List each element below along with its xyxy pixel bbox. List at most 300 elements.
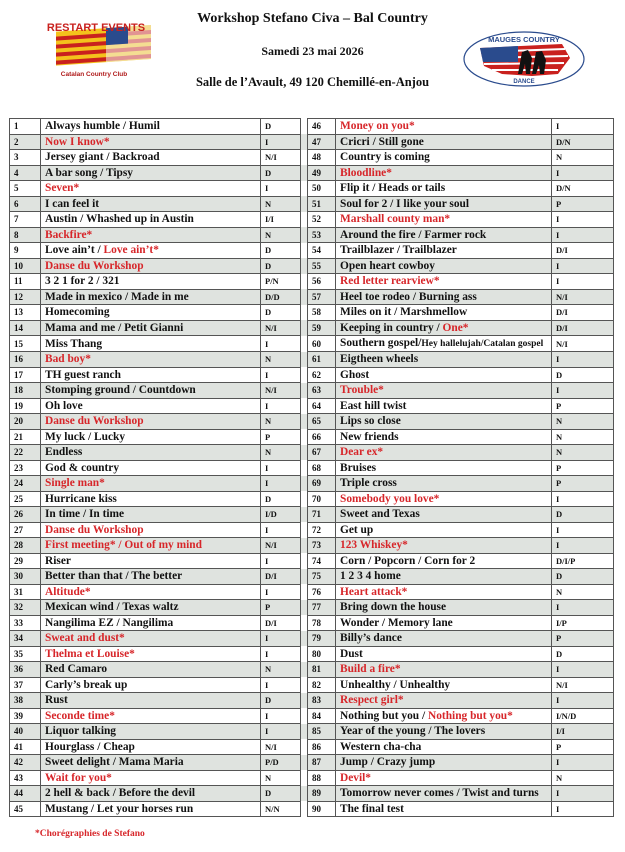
- dance-name-part: Sweat and dust*: [45, 632, 125, 645]
- dance-name: [336, 476, 552, 492]
- table-row: [10, 258, 614, 274]
- dance-level: D: [261, 258, 301, 274]
- dance-name: [336, 538, 552, 554]
- dance-level: I: [552, 600, 614, 616]
- dance-level: I: [261, 677, 301, 693]
- table-row: [10, 181, 614, 197]
- column-gap: [301, 569, 308, 585]
- dance-name-part: Unhealthy / Unhealthy: [340, 678, 451, 691]
- dance-number: 62: [308, 367, 336, 383]
- dance-name: [336, 243, 552, 259]
- dance-name: [336, 739, 552, 755]
- column-gap: [301, 770, 308, 786]
- column-gap: [301, 289, 308, 305]
- column-gap: [301, 227, 308, 243]
- dance-name-part: Build a fire*: [340, 663, 401, 676]
- dance-level: D: [552, 569, 614, 585]
- table-row: [10, 662, 614, 678]
- dance-name-part: Around the fire / Farmer rock: [340, 228, 487, 241]
- dance-number: 90: [308, 801, 336, 817]
- table-row: [10, 305, 614, 321]
- dance-name-part: Flip it / Heads or tails: [340, 182, 446, 195]
- column-gap: [301, 196, 308, 212]
- dance-level: N/I: [552, 336, 614, 352]
- table-row: [10, 289, 614, 305]
- dance-name-part: Year of the young / The lovers: [340, 725, 486, 738]
- dance-name-part: Sweet delight / Mama Maria: [45, 756, 184, 769]
- dance-name: [336, 460, 552, 476]
- dance-name: [336, 289, 552, 305]
- dance-name: [336, 693, 552, 709]
- dance-name: [336, 522, 552, 538]
- dance-level: I: [261, 631, 301, 647]
- dance-name-part: The final test: [340, 802, 404, 815]
- dance-number: 16: [10, 352, 41, 368]
- table-row: [10, 491, 614, 507]
- dance-name: [336, 724, 552, 740]
- column-gap: [301, 181, 308, 197]
- dance-name-part: Nangilima EZ / Nangilima: [45, 616, 174, 629]
- dance-level: I: [261, 476, 301, 492]
- dance-number: 43: [10, 770, 41, 786]
- dance-number: 40: [10, 724, 41, 740]
- dance-number: 27: [10, 522, 41, 538]
- dance-level: N: [261, 352, 301, 368]
- dance-level: P: [552, 196, 614, 212]
- dance-name: [41, 134, 261, 150]
- dance-number: 77: [308, 600, 336, 616]
- column-gap: [301, 460, 308, 476]
- dance-level: P/D: [261, 755, 301, 771]
- table-row: [10, 460, 614, 476]
- dance-number: 81: [308, 662, 336, 678]
- dance-name-part: Better than that / The better: [45, 570, 183, 583]
- dance-name-part: Triple cross: [340, 477, 397, 490]
- dance-name: [41, 801, 261, 817]
- column-gap: [301, 755, 308, 771]
- dance-level: P/N: [261, 274, 301, 290]
- dance-name: [41, 352, 261, 368]
- dance-name: [336, 786, 552, 802]
- table-row: [10, 243, 614, 259]
- dance-level: N: [261, 445, 301, 461]
- dance-name-part: Oh love: [45, 399, 83, 412]
- dance-name: [41, 227, 261, 243]
- dance-level: P: [261, 429, 301, 445]
- dance-level: I/N/D: [552, 708, 614, 724]
- dance-name-part: Dear ex*: [340, 446, 384, 459]
- dance-number: 89: [308, 786, 336, 802]
- dance-level: I: [552, 662, 614, 678]
- dance-level: D: [261, 305, 301, 321]
- table-row: [10, 801, 614, 817]
- svg-text:MAUGES COUNTRY: MAUGES COUNTRY: [488, 35, 560, 44]
- table-row: [10, 615, 614, 631]
- dance-number: 49: [308, 165, 336, 181]
- dance-number: 80: [308, 646, 336, 662]
- dance-number: 18: [10, 383, 41, 399]
- dance-name-part: Made in mexico / Made in me: [45, 290, 189, 303]
- dance-name-part: In time / In time: [45, 508, 125, 521]
- dance-number: 72: [308, 522, 336, 538]
- dance-number: 84: [308, 708, 336, 724]
- dance-number: 75: [308, 569, 336, 585]
- dance-name-part: Wonder / Memory lane: [340, 616, 453, 629]
- dance-name: [336, 615, 552, 631]
- dance-level: I: [261, 398, 301, 414]
- dance-number: 76: [308, 584, 336, 600]
- dance-level: N/I: [552, 677, 614, 693]
- column-gap: [301, 693, 308, 709]
- table-row: [10, 134, 614, 150]
- dance-level: D: [261, 165, 301, 181]
- column-gap: [301, 305, 308, 321]
- dance-name-part: Open heart cowboy: [340, 259, 435, 272]
- dance-name-part: Riser: [45, 554, 71, 567]
- dance-name-part: 3 2 1 for 2 / 321: [45, 275, 120, 288]
- dance-name: [41, 429, 261, 445]
- dance-level: I: [552, 227, 614, 243]
- dance-level: I: [552, 274, 614, 290]
- dance-level: D/I: [552, 320, 614, 336]
- dance-number: 33: [10, 615, 41, 631]
- dance-name-part: Austin / Whashed up in Austin: [45, 213, 194, 226]
- dance-name-part: Seconde time*: [45, 709, 115, 722]
- column-gap: [301, 119, 308, 135]
- dance-name: [41, 553, 261, 569]
- table-row: [10, 429, 614, 445]
- dance-number: 52: [308, 212, 336, 228]
- dance-name-part: Love ain’t /: [45, 244, 104, 257]
- dance-name: [41, 445, 261, 461]
- dance-name: [336, 165, 552, 181]
- dance-number: 87: [308, 755, 336, 771]
- dance-level: N: [552, 584, 614, 600]
- dance-name: [41, 677, 261, 693]
- dance-number: 54: [308, 243, 336, 259]
- dance-name: [336, 708, 552, 724]
- dance-name: [336, 336, 552, 352]
- column-gap: [301, 274, 308, 290]
- dance-level: I: [261, 646, 301, 662]
- table-row: [10, 724, 614, 740]
- dance-number: 53: [308, 227, 336, 243]
- column-gap: [301, 212, 308, 228]
- table-row: [10, 212, 614, 228]
- dance-name: [41, 770, 261, 786]
- dance-name-part: Mexican wind / Texas waltz: [45, 601, 179, 614]
- dance-level: D: [552, 507, 614, 523]
- dance-number: 47: [308, 134, 336, 150]
- column-gap: [301, 429, 308, 445]
- dance-level: I: [552, 693, 614, 709]
- dance-name: [41, 414, 261, 430]
- dance-number: 45: [10, 801, 41, 817]
- dance-name: [41, 460, 261, 476]
- dance-name: [336, 320, 552, 336]
- dance-number: 13: [10, 305, 41, 321]
- column-gap: [301, 507, 308, 523]
- dance-level: D/D: [261, 289, 301, 305]
- dance-number: 2: [10, 134, 41, 150]
- dance-name: [41, 615, 261, 631]
- dance-level: D/I: [261, 569, 301, 585]
- dance-name: [41, 181, 261, 197]
- dance-number: 12: [10, 289, 41, 305]
- dance-name-part: Rust: [45, 694, 68, 707]
- dance-number: 60: [308, 336, 336, 352]
- dance-name-part: One*: [442, 321, 469, 334]
- dance-number: 7: [10, 212, 41, 228]
- dance-number: 17: [10, 367, 41, 383]
- dance-name: [41, 383, 261, 399]
- table-row: [10, 693, 614, 709]
- table-row: [10, 119, 614, 135]
- dance-name: [41, 258, 261, 274]
- dance-name-part: Miss Thang: [45, 337, 103, 350]
- dance-level: D: [261, 786, 301, 802]
- table-row: [10, 320, 614, 336]
- dance-level: I: [261, 724, 301, 740]
- dance-level: D/I: [261, 615, 301, 631]
- dance-name-part: I can feel it: [45, 197, 100, 210]
- column-gap: [301, 646, 308, 662]
- dance-name-part: Jump / Crazy jump: [340, 756, 436, 769]
- dance-name: [336, 770, 552, 786]
- dance-name-part: Mama and me / Petit Gianni: [45, 321, 184, 334]
- column-gap: [301, 522, 308, 538]
- dance-name-part: 1 2 3 4 home: [340, 570, 401, 583]
- table-row: [10, 476, 614, 492]
- dance-level: I: [261, 522, 301, 538]
- dance-name: [41, 522, 261, 538]
- dance-name-part: Seven*: [45, 182, 80, 195]
- dance-level: N: [552, 150, 614, 166]
- dance-level: N: [261, 196, 301, 212]
- column-gap: [301, 739, 308, 755]
- column-gap: [301, 801, 308, 817]
- dance-name-part: Nothing but you*: [428, 709, 513, 722]
- dance-level: D: [552, 646, 614, 662]
- dance-name: [41, 584, 261, 600]
- dance-number: 24: [10, 476, 41, 492]
- dance-name: [41, 693, 261, 709]
- dance-name-part: Somebody you love*: [340, 492, 440, 505]
- dance-number: 42: [10, 755, 41, 771]
- dance-name: [336, 677, 552, 693]
- dance-name-part: Respect girl*: [340, 694, 404, 707]
- dance-number: 63: [308, 383, 336, 399]
- dance-name-part: Love ain’t*: [103, 244, 159, 257]
- dance-name-part: Bloodline*: [340, 166, 392, 179]
- table-row: [10, 367, 614, 383]
- dance-level: D: [261, 119, 301, 135]
- dance-name: [41, 336, 261, 352]
- dance-level: I: [261, 367, 301, 383]
- dance-number: 29: [10, 553, 41, 569]
- dance-name-part: Soul for 2 / I like your soul: [340, 197, 470, 210]
- column-gap: [301, 445, 308, 461]
- table-row: [10, 445, 614, 461]
- dance-number: 9: [10, 243, 41, 259]
- dance-name-part: Homecoming: [45, 306, 110, 319]
- dance-level: I: [261, 134, 301, 150]
- dance-name-part: Endless: [45, 446, 83, 459]
- column-gap: [301, 553, 308, 569]
- dance-number: 82: [308, 677, 336, 693]
- dance-level: D: [261, 243, 301, 259]
- dance-level: I: [552, 786, 614, 802]
- dance-level: P: [552, 739, 614, 755]
- restart-events-logo: [36, 19, 166, 81]
- table-row: [10, 786, 614, 802]
- dance-number: 61: [308, 352, 336, 368]
- dance-number: 20: [10, 414, 41, 430]
- dance-name-part: Cricri / Still gone: [340, 135, 424, 148]
- column-gap: [301, 708, 308, 724]
- dance-name: [41, 196, 261, 212]
- dance-name: [41, 150, 261, 166]
- dance-name-part: Bad boy*: [45, 353, 91, 366]
- dance-name: [41, 243, 261, 259]
- dance-number: 1: [10, 119, 41, 135]
- dance-name-part: Money on you*: [340, 120, 415, 133]
- table-row: [10, 677, 614, 693]
- dance-level: D/I: [552, 305, 614, 321]
- table-row: [10, 414, 614, 430]
- dance-name-part: Trouble*: [340, 384, 384, 397]
- dance-name-part: Trailblazer / Trailblazer: [340, 244, 457, 257]
- dance-name: [41, 507, 261, 523]
- dance-name: [336, 631, 552, 647]
- dance-name-part: Hourglass / Cheap: [45, 740, 135, 753]
- column-gap: [301, 150, 308, 166]
- dance-name: [336, 429, 552, 445]
- dance-name: [41, 646, 261, 662]
- dance-name: [41, 708, 261, 724]
- dance-name-part: Carly’s break up: [45, 678, 128, 691]
- dance-name: [336, 367, 552, 383]
- dance-level: N: [261, 414, 301, 430]
- dance-level: I: [261, 553, 301, 569]
- dance-name: [41, 538, 261, 554]
- dance-name: [336, 662, 552, 678]
- table-row: [10, 646, 614, 662]
- dance-name: [41, 600, 261, 616]
- table-row: [10, 755, 614, 771]
- dance-name-part: Devil*: [340, 771, 372, 784]
- dance-name: [41, 165, 261, 181]
- dance-name: [336, 491, 552, 507]
- dance-name-part: Backfire*: [45, 228, 93, 241]
- svg-text:Catalan Country Club: Catalan Country Club: [60, 71, 128, 78]
- dance-number: 26: [10, 507, 41, 523]
- column-gap: [301, 600, 308, 616]
- dance-level: I: [552, 383, 614, 399]
- dance-level: N: [261, 662, 301, 678]
- table-row: [10, 553, 614, 569]
- dance-name-part: Tomorrow never comes / Twist and turns: [340, 787, 539, 800]
- dance-name: [336, 507, 552, 523]
- dance-number: 71: [308, 507, 336, 523]
- dance-level: I: [552, 165, 614, 181]
- mauges-country-logo: [462, 30, 587, 88]
- dance-name-part: Corn / Popcorn / Corn for 2: [340, 554, 476, 567]
- dance-number: 70: [308, 491, 336, 507]
- dance-number: 58: [308, 305, 336, 321]
- dance-number: 25: [10, 491, 41, 507]
- dance-name: [336, 414, 552, 430]
- column-gap: [301, 631, 308, 647]
- dance-number: 15: [10, 336, 41, 352]
- dance-number: 5: [10, 181, 41, 197]
- dance-name-part: Sweet and Texas: [340, 508, 420, 521]
- dance-level: N: [261, 770, 301, 786]
- column-gap: [301, 662, 308, 678]
- dance-level: I/I: [261, 212, 301, 228]
- table-row: [10, 739, 614, 755]
- table-row: [10, 274, 614, 290]
- table-row: [10, 770, 614, 786]
- dance-name-part: Dust: [340, 647, 363, 660]
- dance-name-part: Bruises: [340, 461, 377, 474]
- table-row: [10, 352, 614, 368]
- table-row: [10, 165, 614, 181]
- dance-name: [41, 274, 261, 290]
- column-gap: [301, 724, 308, 740]
- dance-name-part: Hey hallelujah/Catalan gospel: [421, 339, 544, 349]
- dance-name: [336, 134, 552, 150]
- dance-name: [41, 739, 261, 755]
- dance-level: D/I: [552, 243, 614, 259]
- dance-name: [336, 119, 552, 135]
- dance-name-part: Altitude*: [45, 585, 91, 598]
- dance-name-part: East hill twist: [340, 399, 407, 412]
- dance-name-part: Danse du Workshop: [45, 259, 144, 272]
- dance-number: 36: [10, 662, 41, 678]
- dance-level: I: [261, 181, 301, 197]
- column-gap: [301, 677, 308, 693]
- dance-name-part: God & country: [45, 461, 120, 474]
- dance-name: [336, 553, 552, 569]
- dance-name: [41, 367, 261, 383]
- table-row: [10, 383, 614, 399]
- dance-name-part: Billy’s dance: [340, 632, 402, 645]
- dance-level: P: [552, 631, 614, 647]
- dance-name-part: Now I know*: [45, 135, 110, 148]
- dance-name: [336, 227, 552, 243]
- dance-name: [41, 476, 261, 492]
- dance-level: I: [552, 352, 614, 368]
- dance-level: I: [552, 119, 614, 135]
- dance-name: [336, 196, 552, 212]
- dance-level: I/I: [552, 724, 614, 740]
- dance-level: N/I: [261, 320, 301, 336]
- dance-name-part: 2 hell & back / Before the devil: [45, 787, 196, 800]
- table-row: [10, 196, 614, 212]
- dance-name-part: 123 Whiskey*: [340, 539, 408, 552]
- table-row: [10, 336, 614, 352]
- column-gap: [301, 476, 308, 492]
- table-row: [10, 708, 614, 724]
- dance-level: I: [552, 801, 614, 817]
- dance-name: [336, 305, 552, 321]
- dance-name-part: Wait for you*: [45, 771, 112, 784]
- dance-number: 74: [308, 553, 336, 569]
- dance-name-part: First meeting* / Out of my mind: [45, 539, 202, 552]
- column-gap: [301, 336, 308, 352]
- dance-number: 31: [10, 584, 41, 600]
